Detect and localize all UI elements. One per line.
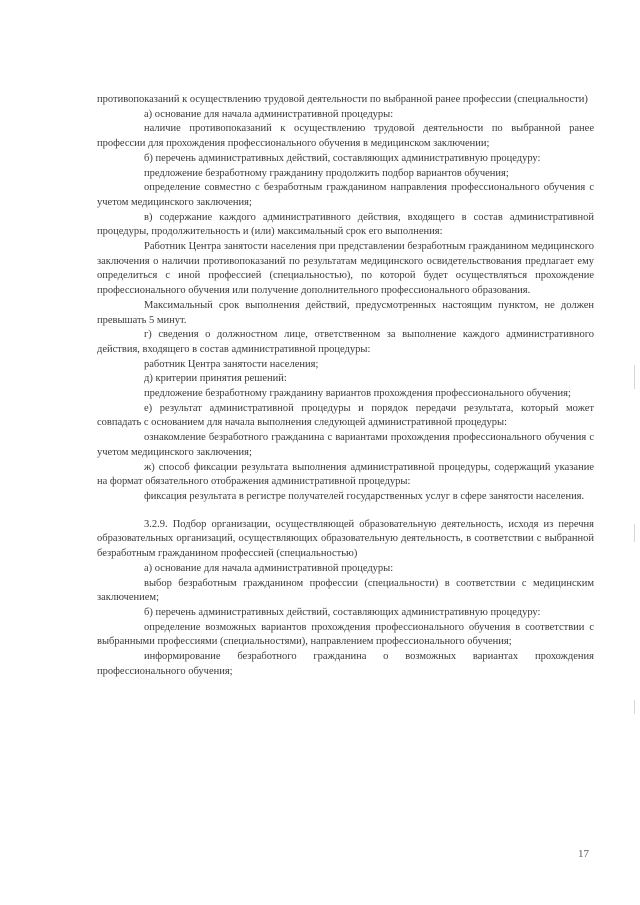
paragraph: противопоказаний к осуществлению трудовой деятельности по выбранной ранее профессии (специальности): [97, 94, 588, 105]
scan-edge-mark: [634, 524, 635, 542]
section-heading-paragraph: 3.2.9. Подбор организации, осуществляющей образовательную деятельность, исходя из перечня образовательных организаций, осуществляющих образовательную деятельность, в соответствии с выбранной безработным гражданином профессией (специальностью): [97, 518, 594, 560]
paragraph: Максимальный срок выполнения действий, предусмотренных настоящим пунктом, не должен превышать 5 минут.: [97, 299, 594, 326]
scan-edge-mark: [634, 365, 635, 389]
paragraph: Работник Центра занятости населения при представлении безработным гражданином медицинского заключения о наличии противопоказаний по результатам медицинского освидетельствования предлагает ему определиться с иной профессией (специальностью), по которой будет осуществляться прохождение профессионального обучения или получение дополнительного профессионального образования.: [97, 241, 594, 297]
paragraph: наличие противопоказаний к осуществлению трудовой деятельности по выбранной ранее профессии для прохождения профессионального обучения в медицинском заключении;: [97, 123, 594, 150]
paragraph: е) результат административной процедуры и порядок передачи результата, который может совпадать с основанием для начала выполнения следующей административной процедуры:: [97, 402, 594, 429]
paragraph: в) содержание каждого административного действия, входящего в состав административной процедуры, продолжительность и (или) максимальный срок его выполнения:: [97, 211, 594, 238]
paragraph: ж) способ фиксации результата выполнения административной процедуры, содержащий указание на формат обязательного отображения административной процедуры:: [97, 461, 594, 488]
paragraph: определение совместно с безработным гражданином направления профессионального обучения с учетом медицинского заключения;: [97, 182, 594, 208]
paragraph: д) критерии принятия решений:: [144, 373, 287, 385]
paragraph: определение возможных вариантов прохождения профессионального обучения в соответствии с выбранными профессиями (специальностями), направлением профессионального обучения;: [97, 621, 594, 648]
paragraph: б) перечень административных действий, составляющих административную процедуру:: [144, 152, 541, 164]
paragraph: г) сведения о должностном лице, ответственном за выполнение каждого административного действия, входящего в состав административной процедуры:: [97, 329, 594, 355]
scan-edge-mark: [634, 700, 635, 714]
paragraph: а) основание для начала административной процедуры:: [144, 562, 394, 574]
paragraph: работник Центра занятости населения;: [144, 358, 319, 370]
page-number: 17: [578, 848, 589, 860]
paragraph: фиксация результата в регистре получателей государственных услуг в сфере занятости населения.: [144, 490, 585, 502]
paragraph: а) основание для начала административной процедуры:: [144, 108, 394, 120]
paragraph: предложение безработному гражданину вариантов прохождения профессионального обучения;: [144, 388, 571, 400]
paragraph: б) перечень административных действий, составляющих административную процедуру:: [144, 606, 541, 618]
paragraph: выбор безработным гражданином профессии (специальности) в соответствии с медицинским заключением;: [97, 577, 594, 604]
paragraph: ознакомление безработного гражданина с вариантами прохождения профессионального обучения с учетом медицинского заключения;: [97, 432, 594, 458]
document-body: [97, 93, 594, 679]
paragraph: предложение безработному гражданину продолжить подбор вариантов обучения;: [144, 167, 509, 179]
paragraph: информирование безработного гражданина о возможных вариантах прохождения профессионального обучения;: [97, 651, 594, 677]
